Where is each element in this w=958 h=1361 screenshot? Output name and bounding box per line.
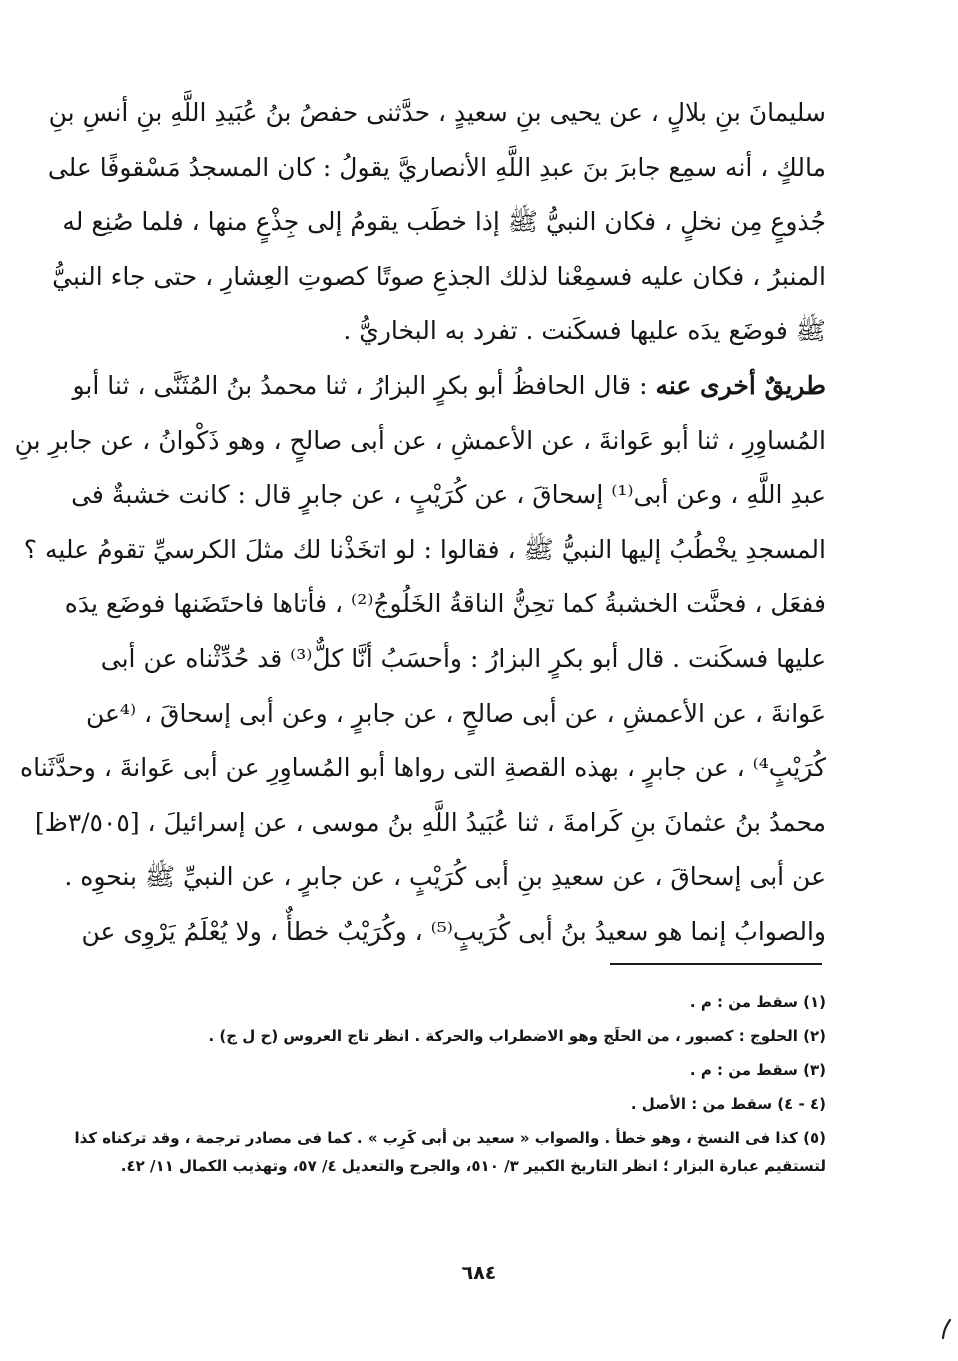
paragraph-2-first-line (72, 359, 826, 414)
page-corner-mark (940, 1318, 954, 1340)
text-line: عَوانةَ ، عن الأعمشِ ، عن أبى صالحٍ ، عن جابرٍ ، وعن أبى إسحاقَ ، ⁽⁴عن (85, 698, 826, 728)
footnote: (٥) كذا فى النسخ ، وهو خطأ . والصواب « سعيد بن أبى كَرِب » . كما فى مصادر ترجمة ، وقد تركناه كذا (74, 1129, 826, 1147)
page-number: ٦٨٤ (461, 1262, 497, 1284)
text-line: عليها فسكَنت . قال أبو بكرٍ البزارُ : وأحسَبُ أنَّا كلٌّ⁽³⁾ قد حُدِّثْناه عن أبى (100, 643, 826, 673)
text-line: ففعَل ، فحنَّت الخشبةُ كما تحِنُّ الناقةُ الخَلُوجُ⁽²⁾ ، فأتاها فاحتَضَنها فوضَع يدَه (64, 589, 826, 619)
footnote: (٤ - ٤) سقط من : الأصل . (630, 1095, 826, 1113)
text-line: محمدُ بنُ عثمانَ بنِ كَرامةَ ، ثنا عُبَيدُ اللَّهِ بنُ موسى ، عن إسرائيلَ ، [٣/٥٠٥ظ] (34, 807, 826, 837)
footnote: (٢) الحلوج : كصبور ، من الحلَج وهو الاضطراب والحركة . انظر تاج العروس (ح ل ج) . (208, 1027, 826, 1045)
footnotes-block (74, 990, 826, 1188)
text-line: والصوابُ إنما هو سعيدُ بنُ أبى كُرَيبٍ⁽⁵⁾ ، وكُرَيْبٌ خطأٌ ، ولا يُعْلَمُ يَرْوِى عن (81, 916, 826, 946)
text-line: عن أبى إسحاقَ ، عن سعيدِ بنِ أبى كُرَيْبٍ ، عن جابرٍ ، عن النبيِّ ﷺ بنحوِه . (64, 862, 826, 892)
text-line: عبدِ اللَّهِ ، وعن أبى⁽¹⁾ إسحاقَ ، عن كُرَيْبٍ ، عن جابرٍ قال : كانت خشبةٌ فى (71, 480, 826, 510)
text-line: جُذوعٍ مِن نخلٍ ، فكان النبيُّ ﷺ إذا خطَب يقومُ إلى جِذْعٍ منها ، فلما صُنِع له (62, 207, 826, 237)
footnote-continuation: لتستقيم عبارة البزار ؛ انظر التاريخ الكبير ٣/ ٥١٠، والجرح والتعديل ٤/ ٥٧، وتهذيب الكمال ١١/ ٤٢. (120, 1157, 826, 1175)
text-line: سليمانَ بنِ بلالٍ ، عن يحيى بنِ سعيدٍ ، حدَّثنى حفصُ بنُ عُبَيدِ اللَّهِ بنِ أنسِ بنِ (48, 98, 826, 127)
footnote: (١) سقط من : م . (689, 993, 826, 1011)
text-line: ﷺ فوضَع يدَه عليها فسكَنت . تفرد به البخاريُّ . (343, 316, 826, 346)
main-text-block (14, 86, 826, 960)
text-span: : قال الحافظُ أبو بكرٍ البزارُ ، ثنا محمدُ بنُ المُثَنَّى ، ثنا أبو (72, 370, 656, 400)
text-line: المُساوِرِ ، ثنا أبو عَوانةَ ، عن الأعمشِ ، عن أبى صالحٍ ، وهو ذَكْوانُ ، عن جابرِ بنِ (14, 425, 826, 455)
footnote-divider (610, 963, 822, 965)
footnote: (٣) سقط من : م . (689, 1061, 826, 1079)
text-line: المسجدِ يخْطُبُ إليها النبيُّ ﷺ ، فقالوا : لو اتخَذْنا لك مثلَ الكرسيِّ تقومُ عليه ؟ (23, 534, 826, 564)
text-line: مالكٍ ، أنه سمِع جابرَ بنَ عبدِ اللَّهِ الأنصاريَّ يقولُ : كان المسجدُ مَسْقوفًا على (47, 152, 826, 182)
text-line: المنبرُ ، فكان عليه فسمِعْنا لذلك الجذعِ صوتًا كصوتِ العِشارِ ، حتى جاء النبيُّ (52, 261, 826, 291)
section-lead-heading: طريقٌ أخرى عنه (655, 370, 826, 400)
text-line: كُرَيْبٍ⁴⁾ ، عن جابرٍ ، بهذه القصةِ التى رواها أبو المُساوِرِ عن أبى عَوانةَ ، وحدَّثَناه (20, 753, 826, 783)
